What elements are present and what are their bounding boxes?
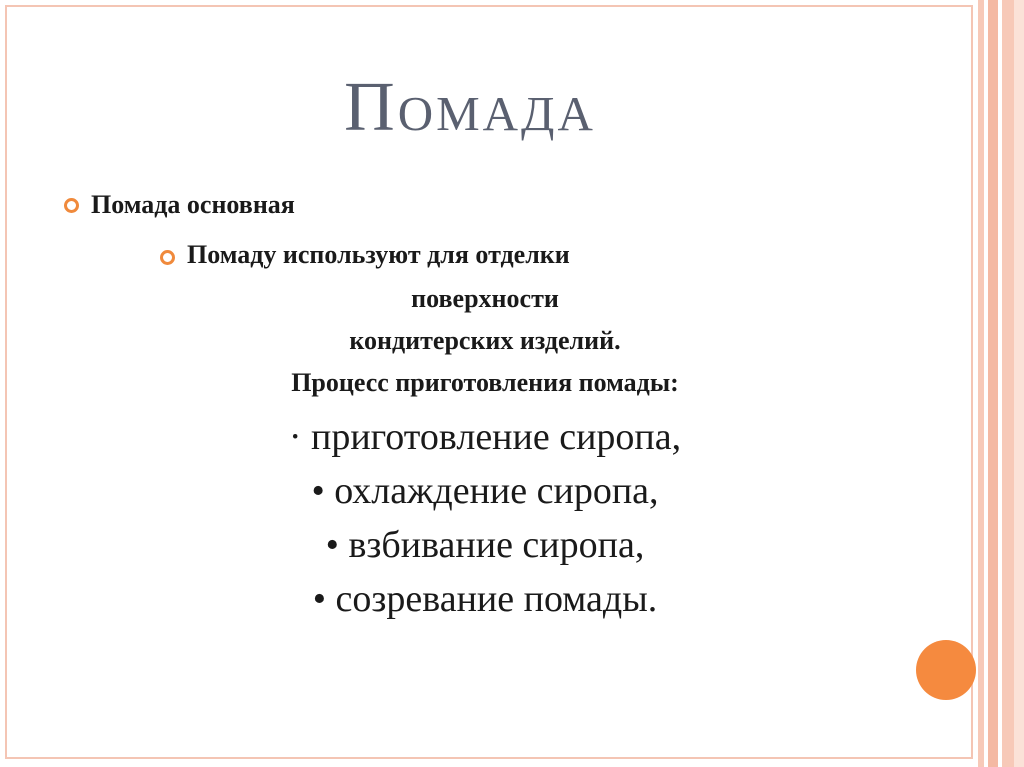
ring-bullet-icon xyxy=(64,198,79,213)
process-step: • охлаждение сиропа, xyxy=(311,470,659,512)
decorative-stripes xyxy=(978,0,1024,767)
process-heading: Процесс приготовления помады: xyxy=(291,368,679,397)
bullet-text: Помаду используют для отделки xyxy=(187,240,570,269)
process-step: • созревание помады. xyxy=(312,578,658,620)
slide-title: Помада xyxy=(344,69,596,146)
stripe xyxy=(1014,0,1024,767)
bullet-item-sub xyxy=(160,240,570,270)
stripe xyxy=(988,0,998,767)
stripe xyxy=(1002,0,1014,767)
process-step: · приготовление сиропа, xyxy=(288,416,682,458)
bullet-continuation: поверхности xyxy=(411,284,559,313)
process-steps-list xyxy=(120,410,850,626)
bullet-text: Помада основная xyxy=(91,190,295,219)
bullet-item-main xyxy=(64,190,295,220)
bullet-continuation: кондитерских изделий. xyxy=(349,326,621,355)
process-step: • взбивание сиропа, xyxy=(325,524,645,566)
orange-circle-icon xyxy=(916,640,976,700)
ring-bullet-icon xyxy=(160,250,175,265)
